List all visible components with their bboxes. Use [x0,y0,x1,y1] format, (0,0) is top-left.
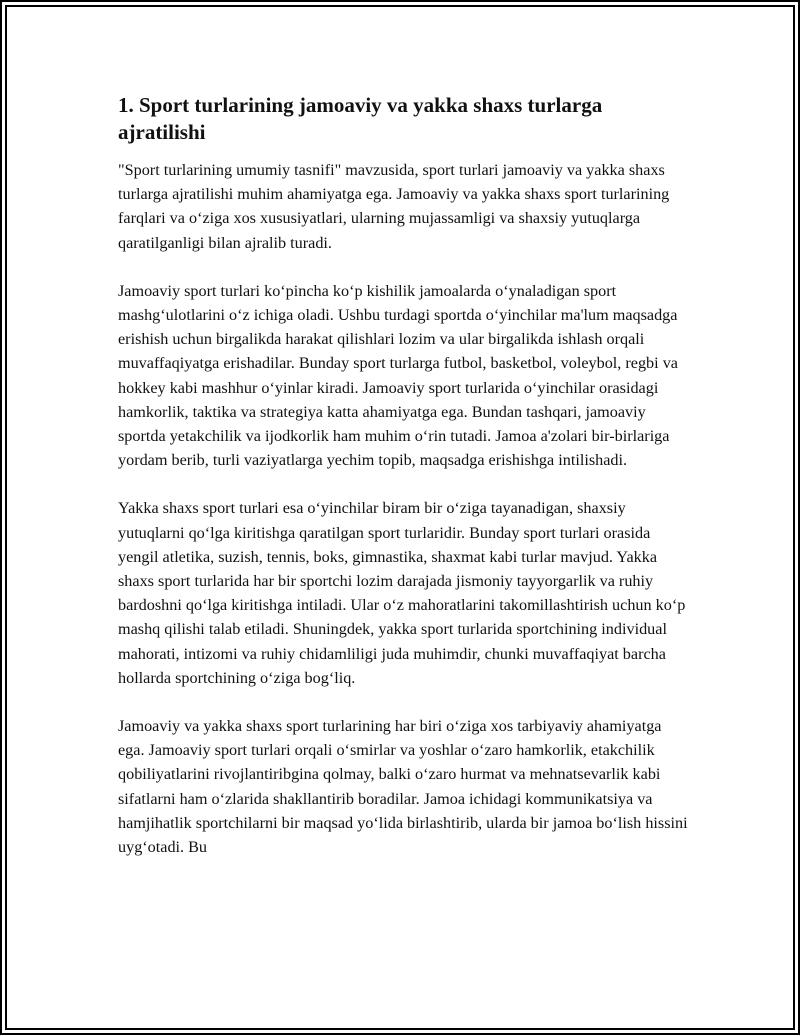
paragraph-individual-sports: Yakka shaxs sport turlari esa o‘yinchilar biram bir o‘ziga tayanadigan, shaxsiy yutuqlarni qo‘lga kiritishga qaratilgan sport turlaridir. Bunday sport turlari orasida yengil atletika, suzish, tennis, boks, gimnastika, shaxmat kabi turlar mavjud. Yakka shaxs sport turlarida har bir sportchi lozim darajada jismoniy tayyorgarlik va ruhiy bardoshni qo‘lga kiritishga intiladi. Ular o‘z mahoratlarini takomillashtirish uchun ko‘p mashq qilishi talab etiladi. Shuningdek, yakka sport turlarida sportchining individual mahorati, intizomi va ruhiy chidamliligi juda muhimdir, chunki muvaffaqiyat barcha hollarda sportchining o‘ziga bog‘liq. [118,499,686,687]
document-body [118,92,690,883]
paragraph-intro: "Sport turlarining umumiy tasnifi" mavzusida, sport turlari jamoaviy va yakka shaxs turlarga ajratilishi muhim ahamiyatga ega. Jamoaviy va yakka shaxs sport turlarining farqlari va o‘ziga xos xususiyatlari, ularning mujassamligi va shaxsiy yutuqlarga qaratilganligi bilan ajralib turadi. [118,161,670,252]
paragraph-team-sports: Jamoaviy sport turlari ko‘pincha ko‘p kishilik jamoalarda o‘ynaladigan sport mashg‘ulotlarini o‘z ichiga oladi. Ushbu turdagi sportda o‘yinchilar ma'lum maqsadga erishish uchun birgalikda harakat qilishlari lozim va ular birgalikda ishlash orqali muvaffaqiyatga erishadilar. Bunday sport turlarga futbol, basketbol, voleybol, regbi va hokkey kabi mashhur o‘yinlar kiradi. Jamoaviy sport turlarida o‘yinchilar orasidagi hamkorlik, taktika va strategiya katta ahamiyatga ega. Bundan tashqari, jamoaviy sportda yetakchilik va ijodkorlik ham muhim o‘rin tutadi. Jamoa a'zolari bir-birlariga yordam berib, turli vaziyatlarga yechim topib, maqsadga erishishga intilishadi. [118,281,678,470]
section-heading: 1. Sport turlarining jamoaviy va yakka shaxs turlarga ajratilishi [118,93,603,144]
paragraph-educational-value: Jamoaviy va yakka shaxs sport turlarining har biri o‘ziga xos tarbiyaviy ahamiyatga ega. Jamoaviy sport turlari orqali o‘smirlar va yoshlar o‘zaro hamkorlik, etakchilik qobiliyatlarini rivojlantiribgina qolmay, balki o‘zaro hurmat va mehnatsevarlik kabi sifatlarni ham o‘zlarida shakllantirib boradilar. Jamoa ichidagi kommunikatsiya va hamjihatlik sportchilarni bir maqsad yo‘lida birlashtirib, ularda bir jamoa bo‘lish hissini uyg‘otadi. Bu [118,717,688,857]
